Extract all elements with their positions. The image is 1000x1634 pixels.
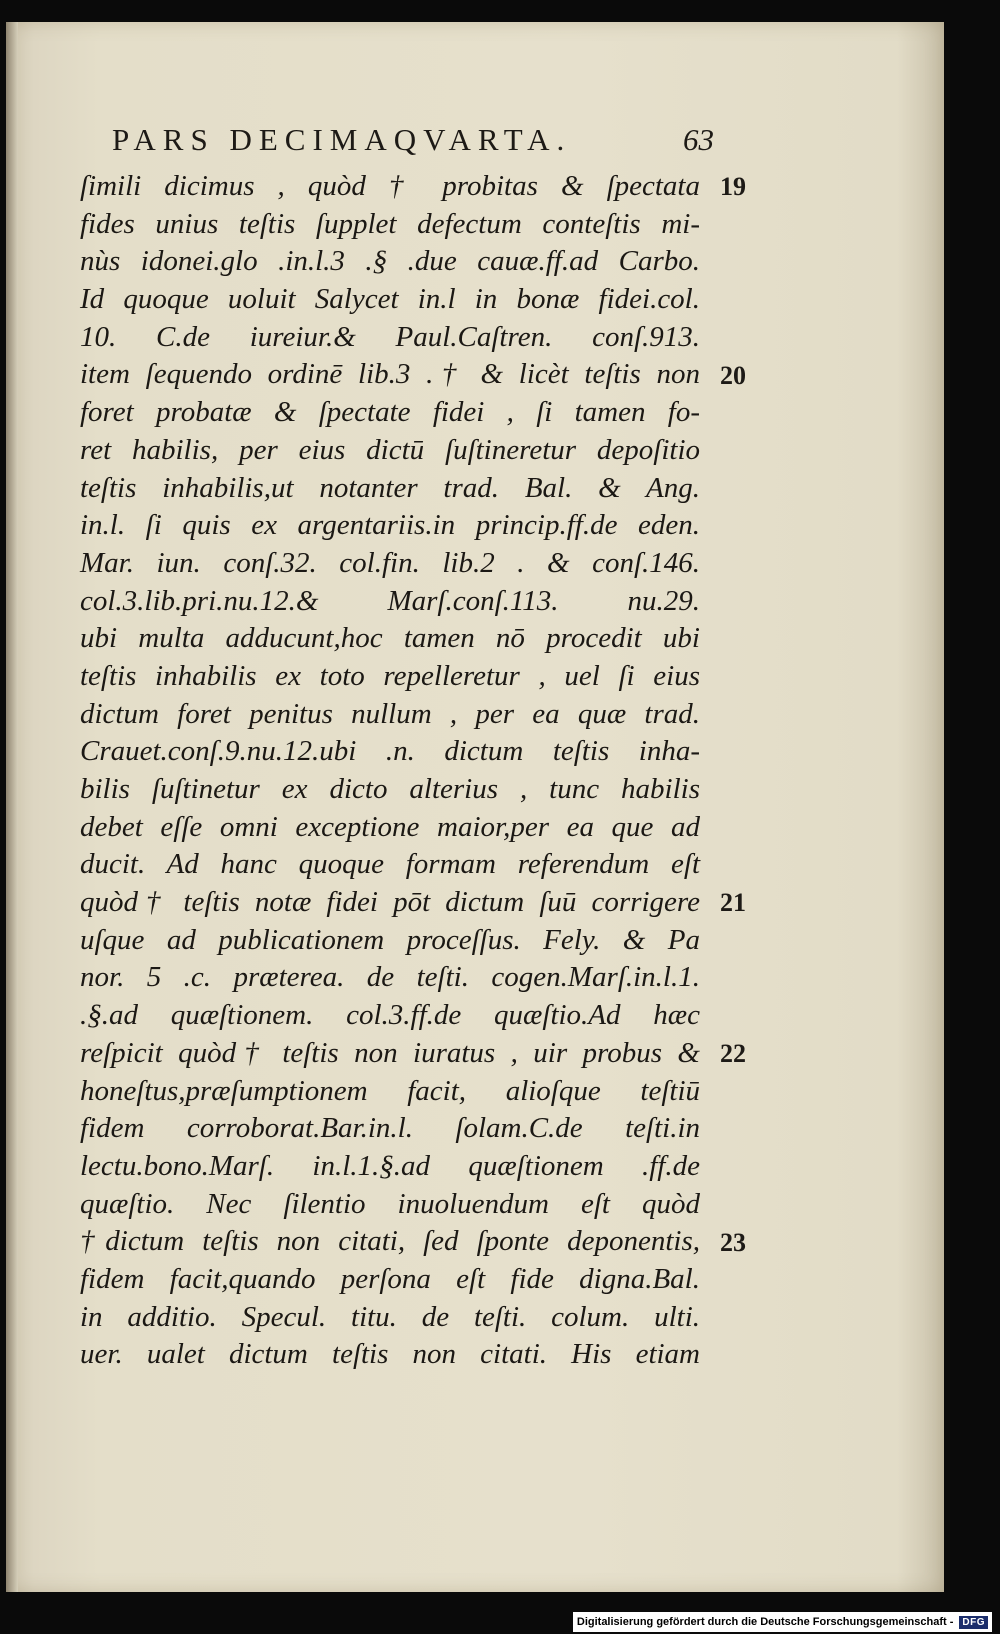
text-line: teſtis inhabilis ex toto repelleretur , uel ſi eius xyxy=(80,659,700,692)
text-line: 10. C.de iureiur.& Paul.Caſtren. conſ.913. xyxy=(80,320,700,353)
text-line: uſque ad publicationem proceſſus. Fely. & Pa xyxy=(80,923,700,956)
text-line: teſtis inhabilis,ut notanter trad. Bal. & Ang. xyxy=(80,471,700,504)
margin-number: 21 xyxy=(720,888,746,918)
text-line: Mar. iun. conſ.32. col.fin. lib.2 . & conſ.146. xyxy=(80,546,700,579)
page-number: 63 xyxy=(683,122,714,157)
text-line: nor. 5 .c. præterea. de teſti. cogen.Marſ.in.l.1. xyxy=(80,961,700,994)
text-line: debet eſſe omni exceptione maior,per ea que ad xyxy=(80,810,700,843)
text-line: quòd† teſtis notæ fidei pōt dictum ſuū corrigere xyxy=(80,886,700,919)
dfg-logo: DFG xyxy=(959,1616,988,1629)
margin-number: 23 xyxy=(720,1227,746,1257)
text-line: foret probatæ & ſpectate fidei , ſi tamen fo- xyxy=(80,396,700,429)
digitization-credit xyxy=(573,1612,992,1632)
running-header xyxy=(112,122,712,166)
text-line: honeſtus,præſumptionem facit, alioſque teſtiū xyxy=(80,1074,700,1107)
text-line: dictum foret penitus nullum , per ea quæ trad. xyxy=(80,697,700,730)
text-line: lectu.bono.Marſ. in.l.1.§.ad quæſtionem .ff.de xyxy=(80,1149,700,1182)
text-line: .§.ad quæſtionem. col.3.ff.de quæſtio.Ad hæc xyxy=(80,999,700,1032)
text-line: in additio. Specul. titu. de teſti. colum. ulti. xyxy=(80,1300,700,1333)
text-line: reſpicit quòd† teſtis non iuratus , uir probus & xyxy=(80,1036,700,1069)
body-text xyxy=(80,168,700,1374)
text-line: ducit. Ad hanc quoque formam referendum eſt xyxy=(80,848,700,881)
text-line: ubi multa adducunt,hoc tamen nō procedit ubi xyxy=(80,622,700,655)
text-line: item ſequendo ordinē lib.3 .† & licèt teſtis non xyxy=(80,358,700,391)
text-line: fides unius teſtis ſupplet defectum conteſtis mi- xyxy=(80,207,700,240)
text-line: quæſtio. Nec ſilentio inuoluendum eſt quòd xyxy=(80,1187,700,1220)
text-line: fidem corroborat.Bar.in.l. ſolam.C.de teſti.in xyxy=(80,1112,700,1145)
text-line: col.3.lib.pri.nu.12.& Marſ.conſ.113. nu.29. xyxy=(80,584,700,617)
text-line: †dictum teſtis non citati, ſed ſponte deponentis, xyxy=(80,1225,700,1258)
text-line: ret habilis, per eius dictū ſuſtineretur depoſitio xyxy=(80,433,700,466)
page-gutter xyxy=(6,22,18,1592)
text-line: in.l. ſi quis ex argentariis.in princip.ff.de eden. xyxy=(80,509,700,542)
margin-number: 22 xyxy=(720,1039,746,1069)
credit-text: Digitalisierung gefördert durch die Deutsche Forschungsgemeinschaft - xyxy=(576,1616,954,1628)
text-line: Id quoque uoluit Salycet in.l in bonæ fidei.col. xyxy=(80,283,700,316)
text-line: ſimili dicimus , quòd † probitas & ſpectata xyxy=(80,170,700,202)
text-line: uer. ualet dictum teſtis non citati. His etiam xyxy=(80,1338,700,1371)
text-line: Crauet.conſ.9.nu.12.ubi .n. dictum teſtis inha- xyxy=(80,735,700,768)
text-line: nùs idonei.glo .in.l.3 .§ .due cauæ.ff.ad Carbo. xyxy=(80,245,700,278)
text-line: fidem facit,quando perſona eſt fide digna.Bal. xyxy=(80,1262,700,1295)
margin-number: 19 xyxy=(720,172,746,201)
text-line: bilis ſuſtinetur ex dicto alterius , tunc habilis xyxy=(80,773,700,805)
running-title: PARS DECIMAQVARTA. xyxy=(112,122,572,157)
margin-number: 20 xyxy=(720,360,746,390)
